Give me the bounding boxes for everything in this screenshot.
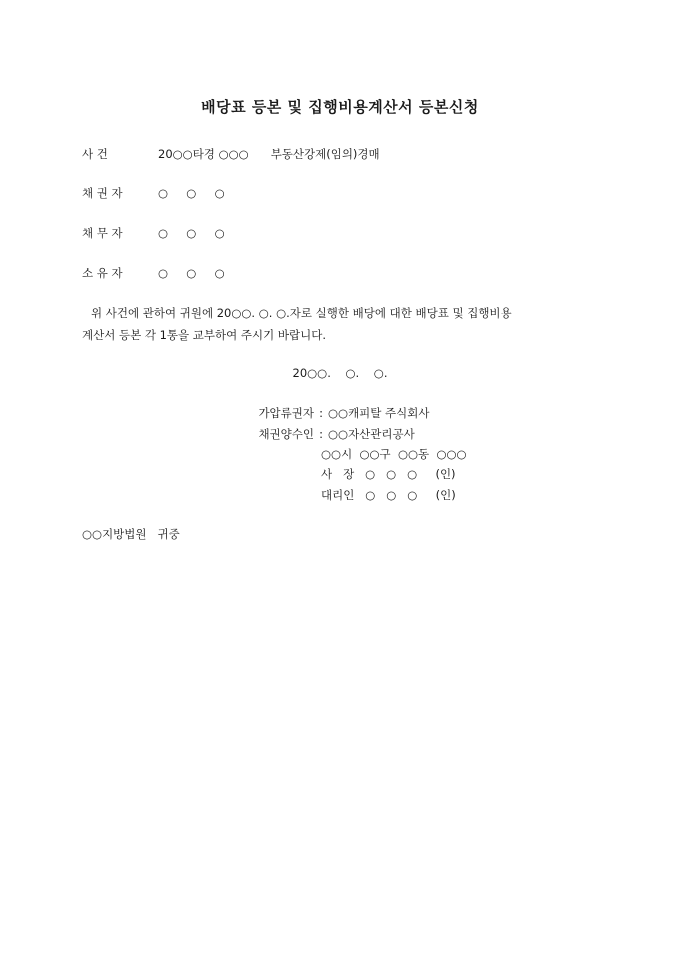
applicant-label-2: 채권양수인 (258, 427, 314, 441)
owner-row (82, 265, 225, 281)
case-label: 사 건 (82, 147, 108, 161)
request-line-2: 계산서 등본 각 1통을 교부하여 주시기 바랍니다. (82, 328, 326, 342)
case-row (82, 146, 380, 162)
creditor-label: 채 권 자 (82, 186, 123, 200)
case-name: 부동산강제(임의)경매 (270, 147, 380, 161)
document-title: 배당표 등본 및 집행비용계산서 등본신청 (201, 98, 479, 116)
creditor-name: ○ ○ ○ (158, 186, 225, 200)
applicant-agent: 대리인 ○ ○ ○ (인) (321, 488, 456, 502)
applicant-colon-2: : (319, 427, 323, 441)
debtor-name: ○ ○ ○ (158, 226, 225, 240)
owner-label: 소 유 자 (82, 266, 123, 280)
debtor-label: 채 무 자 (82, 226, 123, 240)
request-paragraph (82, 302, 602, 346)
application-date: 20○○. ○. ○. (292, 366, 388, 380)
applicant-value-2: ○○자산관리공사 (328, 427, 415, 441)
applicant-colon-1: : (319, 406, 323, 420)
request-line-1: 위 사건에 관하여 귀원에 20○○. ○. ○.자로 실행한 배당에 대한 배당표 및 집행비용 (91, 306, 512, 320)
applicant-row-1 (238, 405, 430, 421)
applicant-value-1: ○○캐피탈 주식회사 (328, 406, 430, 420)
applicant-president: 사 장 ○ ○ ○ (인) (321, 467, 456, 481)
court-addressee: ○○지방법원 귀중 (82, 527, 180, 541)
owner-name: ○ ○ ○ (158, 266, 225, 280)
creditor-row (82, 185, 225, 201)
debtor-row (82, 225, 225, 241)
applicant-row-2 (238, 426, 415, 442)
case-number: 20○○타경 ○○○ (158, 147, 249, 161)
applicant-address: ○○시 ○○구 ○○동 ○○○ (321, 447, 467, 461)
applicant-label-1: 가압류권자 (258, 406, 314, 420)
